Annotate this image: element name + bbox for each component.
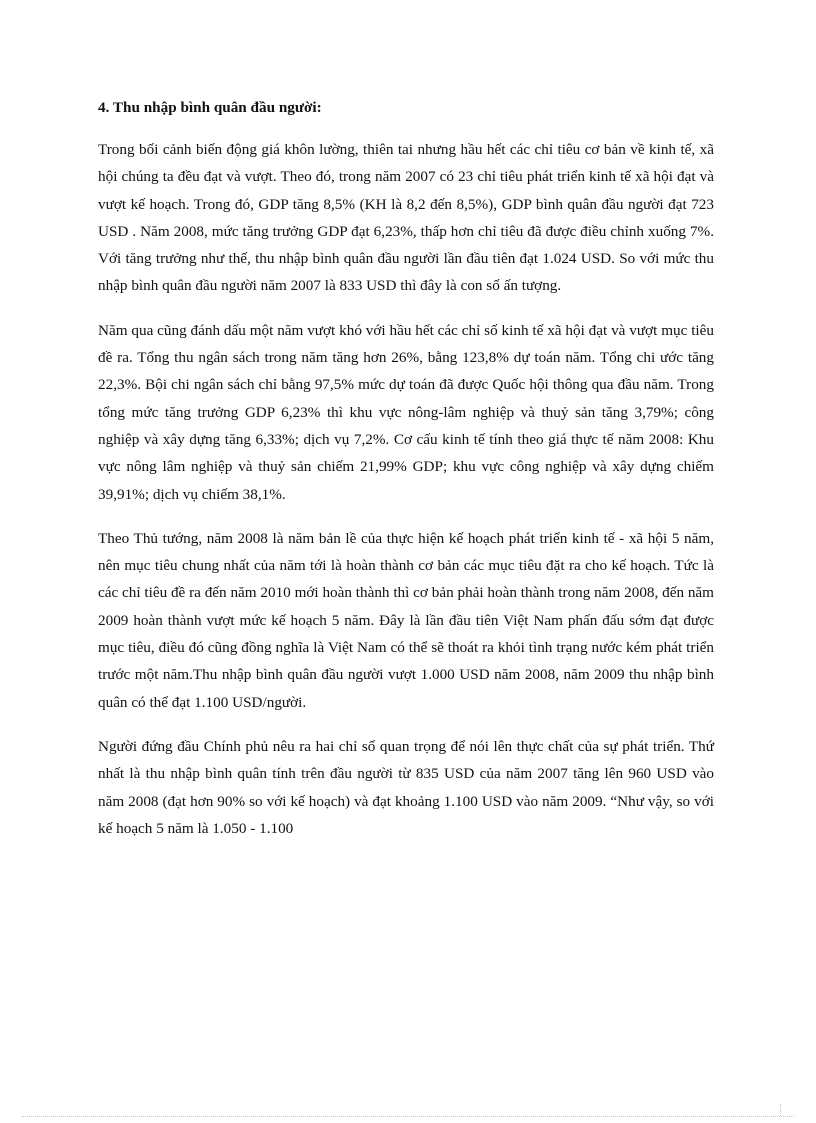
paragraph-4: Người đứng đầu Chính phủ nêu ra hai chỉ số quan trọng để nói lên thực chất của sự phát triển. Thứ nhất là thu nhập bình quân tính trên đầu người từ 835 USD của năm 2007 tăng lên 960 USD vào năm 2008 (đạt hơn 90% so với kế hoạch) và đạt khoảng 1.100 USD vào năm 2009. “Như vậy, so với kế hoạch 5 năm là 1.050 - 1.100 [98, 737, 714, 837]
section-heading: 4. Thu nhập bình quân đầu người: [98, 99, 322, 116]
paragraph-3: Theo Thủ tướng, năm 2008 là năm bản lề của thực hiện kế hoạch phát triển kinh tế - xã hội 5 năm, nên mục tiêu chung nhất của năm tới là hoàn thành cơ bản các mục tiêu đặt ra cho kế hoạch. Tức là các chỉ tiêu đề ra đến năm 2010 mới hoàn thành thì cơ bản phải hoàn thành trong năm 2008, đến năm 2009 hoàn thành vượt mức kế hoạch 5 năm. Đây là lần đầu tiên Việt Nam phấn đấu sớm đạt được mục tiêu, điều đó cũng đồng nghĩa là Việt Nam có thể sẽ thoát ra khỏi tình trạng nước kém phát triển trước một năm.Thu nhập bình quân đầu người vượt 1.000 USD năm 2008, năm 2009 thu nhập bình quân có thể đạt 1.100 USD/người. [98, 529, 714, 711]
page-bottom-border [22, 1116, 794, 1117]
paragraph-2: Năm qua cũng đánh dấu một năm vượt khó với hầu hết các chỉ số kinh tế xã hội đạt và vượt mục tiêu đề ra. Tổng thu ngân sách trong năm tăng hơn 26%, bằng 123,8% dự toán năm. Tổng chi ước tăng 22,3%. Bội chi ngân sách chỉ bằng 97,5% mức dự toán đã được Quốc hội thông qua đầu năm. Trong tổng mức tăng trưởng GDP 6,23% thì khu vực nông-lâm nghiệp và thuỷ sản tăng 3,79%; công nghiệp và xây dựng tăng 6,33%; dịch vụ 7,2%. Cơ cấu kinh tế tính theo giá thực tế năm 2008: Khu vực nông lâm nghiệp và thuỷ sản chiếm 21,99% GDP; khu vực công nghiệp và xây dựng chiếm 39,91%; dịch vụ chiếm 38,1%. [98, 321, 714, 503]
document-body [98, 94, 714, 859]
paragraph-1: Trong bối cảnh biến động giá khôn lường, thiên tai nhưng hầu hết các chỉ tiêu cơ bản về kinh tế, xã hội chúng ta đều đạt và vượt. Theo đó, trong năm 2007 có 23 chỉ tiêu phát triển kinh tế xã hội đạt và vượt kế hoạch. Trong đó, GDP tăng 8,5% (KH là 8,2 đến 8,5%), GDP bình quân đầu người đạt 723 USD . Năm 2008, mức tăng trưởng GDP đạt 6,23%, thấp hơn chỉ tiêu đã được điều chỉnh xuống 7%. Với tăng trưởng như thế, thu nhập bình quân đầu người lần đầu tiên đạt 1.024 USD. So với mức thu nhập bình quân đầu người năm 2007 là 833 USD thì đây là con số ấn tượng. [98, 141, 714, 295]
page-corner-mark [780, 1104, 781, 1116]
